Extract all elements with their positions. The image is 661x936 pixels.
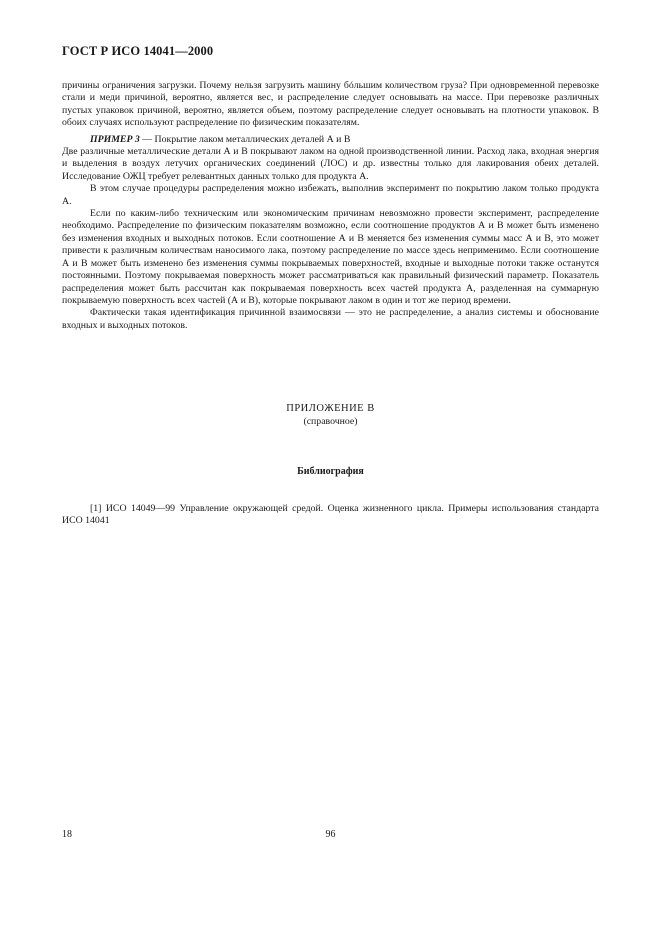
document-header: ГОСТ Р ИСО 14041—2000 <box>62 44 214 58</box>
example-label: ПРИМЕР 3 <box>90 133 140 145</box>
paragraph-allocation: Если по каким-либо техническим или экономическим причинам невозможно провести эксперимент, распределение необходимо. Распределение по физическим показателям возможно, если соотношение продуктов А и В может быть изменено без изменения входных и выходных потоков. Если соотношение А и В меняется без изменения суммы масс А и В, это может привести к различным количествам наносимого лака, поэтому распределение по массе здесь неприменимо. Если соотношение А и В может быть изменено без изменения суммы покрываемых поверхностей, входные и выходные потоки также останутся постоянными. Поэтому покрываемая поверхность может рассматриваться как правильный физический параметр. Показатель распределения может быть рассчитан как покрываемая поверхность всех частей продукта А, разделенная на суммарную покрываемую поверхность всех частей (А и В), которые покрывают лаком в один и тот же период времени. <box>62 208 599 306</box>
bibliography-list <box>62 503 599 528</box>
paragraph-experiment: В этом случае процедуры распределения можно избежать, выполнив эксперимент по покрытию лаком только продукта А. <box>62 183 599 207</box>
paragraph-example-description: Две различные металлические детали А и В покрывают лаком на одной производственной линии. Расход лака, входная энергия и выделения в воздух летучих органических соединений (ЛОС) и др. известны только для лакирования обеих деталей. Исследование ОЖЦ требует релевантных данных только для продукта А. <box>62 146 599 182</box>
appendix-title: ПРИЛОЖЕНИЕ В <box>286 403 375 414</box>
page-number: 96 <box>325 829 336 840</box>
example-heading <box>62 134 599 146</box>
bibliography-item: [1] ИСО 14049—99 Управление окружающей средой. Оценка жизненного цикла. Примеры использования стандарта ИСО 14041 <box>62 503 599 527</box>
body-text <box>62 80 599 332</box>
paragraph-continuation: причины ограничения загрузки. Почему нельзя загрузить машину бóльшим количеством груза? При одновременной перевозке стали и меди причиной, вероятно, является вес, и распределение следует основывать на массе. При перевозке различных пустых упаковок причиной, вероятно, является объем, поэтому распределение следует основывать на плотности упаковок. В обоих случаях используют распределение по физическим показателям. <box>62 80 599 129</box>
paragraph-conclusion: Фактически такая идентификация причинной взаимосвязи — это не распределение, а анализ системы и обоснование входных и выходных потоков. <box>62 307 599 331</box>
example-title: — Покрытие лаком металлических деталей А и В <box>139 133 351 145</box>
appendix-subtitle: (справочное) <box>303 416 358 427</box>
bibliography-heading: Библиография <box>297 466 364 477</box>
footer-left-number: 18 <box>62 829 72 840</box>
